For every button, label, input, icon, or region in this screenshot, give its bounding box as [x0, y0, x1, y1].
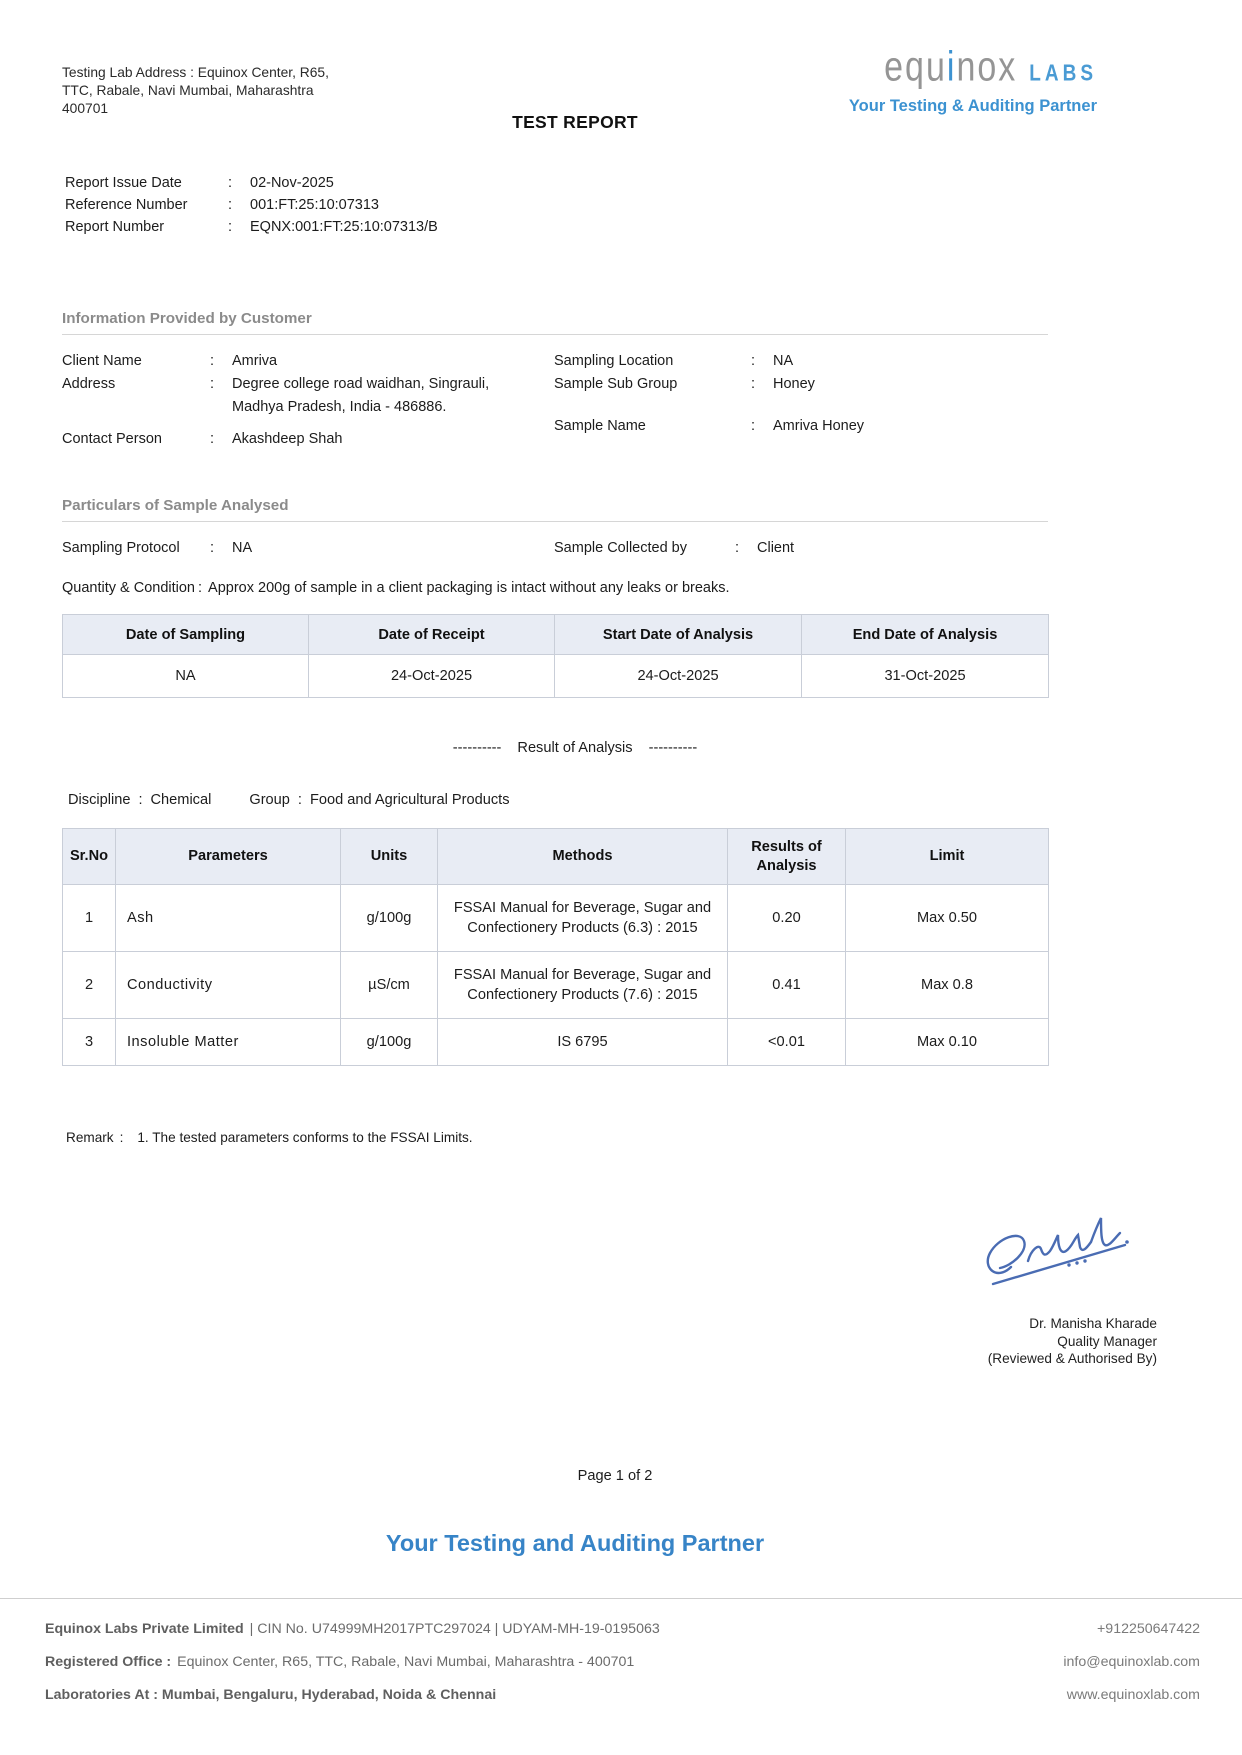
- logo-wordmark: [884, 44, 1097, 92]
- colon: [210, 537, 232, 560]
- parameter-cell: Insoluble Matter: [116, 1019, 341, 1066]
- dates-table: [62, 614, 1049, 698]
- field-value: Chemical: [150, 792, 212, 808]
- footer-company-ids: | CIN No. U74999MH2017PTC297024 | UDYAM-MH-19-0195063: [249, 1621, 660, 1637]
- lab-address-line: 400701: [62, 101, 109, 116]
- field-value: NA: [773, 353, 794, 369]
- method-cell: FSSAI Manual for Beverage, Sugar and Confectionery Products (7.6) : 2015: [438, 952, 728, 1019]
- sr-no-cell: 1: [63, 885, 116, 952]
- sr-no-cell: 2: [63, 952, 116, 1019]
- column-header-date-of-receipt: Date of Receipt: [309, 615, 555, 655]
- field-label: Discipline: [68, 792, 131, 808]
- divider-dashes: ----------: [648, 740, 698, 756]
- lab-address-line: Testing Lab Address : Equinox Center, R65,: [62, 65, 329, 80]
- logo-word-gray: equ: [884, 44, 947, 91]
- footer-website: www.equinoxlab.com: [1066, 1687, 1200, 1703]
- footer-company-name: Equinox Labs Private Limited: [45, 1621, 244, 1637]
- column-header-units: Units: [341, 829, 438, 885]
- result-of-analysis-divider: [0, 740, 1150, 756]
- colon: [735, 537, 757, 560]
- equinox-logo: [849, 44, 1097, 116]
- footer-right: [1063, 1613, 1200, 1712]
- limit-cell: Max 0.50: [846, 885, 1049, 952]
- field-value: Akashdeep Shah: [232, 431, 343, 447]
- group-field: [249, 792, 509, 808]
- sample-name-row: [554, 415, 1048, 438]
- signature-block: [837, 1205, 1157, 1368]
- section-title: Information Provided by Customer: [62, 310, 1048, 335]
- field-value: Client: [757, 540, 795, 556]
- section-title: Particulars of Sample Analysed: [62, 497, 1048, 522]
- particulars-columns: [62, 537, 1048, 560]
- parameter-cell: Conductivity: [116, 952, 341, 1019]
- logo-labs: LABS: [1029, 61, 1097, 87]
- table-row: [63, 1019, 1049, 1066]
- field-value: Food and Agricultural Products: [309, 792, 510, 808]
- logo-word-gray: nox: [956, 44, 1018, 91]
- column-header-date-of-sampling: Date of Sampling: [63, 615, 309, 655]
- column-header-sr-no: Sr.No: [63, 829, 116, 885]
- column-header-limit: Limit: [846, 829, 1049, 885]
- results-section: [62, 828, 1049, 1066]
- discipline-field: [68, 792, 211, 808]
- date-of-receipt-cell: 24-Oct-2025: [309, 655, 555, 698]
- field-label: Sample Collected by: [554, 540, 687, 556]
- colon: [228, 194, 250, 216]
- method-cell: FSSAI Manual for Beverage, Sugar and Confectionery Products (6.3) : 2015: [438, 885, 728, 952]
- results-table: [62, 828, 1049, 1066]
- report-issue-date-row: [65, 172, 665, 194]
- field-value: NA: [232, 540, 253, 556]
- footer-registered-line: [45, 1646, 660, 1679]
- footer-registered-address: Equinox Center, R65, TTC, Rabale, Navi Mumbai, Maharashtra - 400701: [177, 1654, 635, 1670]
- footer-left: [45, 1613, 660, 1712]
- sample-collected-by-row: [554, 537, 1048, 560]
- signatory: [837, 1315, 1157, 1368]
- contact-person-row: [62, 428, 554, 451]
- units-cell: g/100g: [341, 885, 438, 952]
- lab-address-line: TTC, Rabale, Navi Mumbai, Maharashtra: [62, 83, 314, 98]
- footer-phone: +912250647422: [1097, 1621, 1200, 1637]
- units-cell: g/100g: [341, 1019, 438, 1066]
- footer-email: info@equinoxlab.com: [1063, 1654, 1200, 1670]
- colon: [228, 172, 250, 194]
- divider-title: Result of Analysis: [517, 740, 633, 756]
- date-of-sampling-cell: NA: [63, 655, 309, 698]
- colon: [751, 415, 773, 438]
- parameter-cell: Ash: [116, 885, 341, 952]
- limit-cell: Max 0.10: [846, 1019, 1049, 1066]
- slogan: Your Testing and Auditing Partner: [385, 1530, 765, 1556]
- start-date-cell: 24-Oct-2025: [555, 655, 802, 698]
- footer: [0, 1598, 1242, 1712]
- field-label: Remark: [66, 1130, 114, 1145]
- page-number: Page 1 of 2: [577, 1468, 653, 1484]
- signatory-name: Dr. Manisha Kharade: [1029, 1316, 1157, 1331]
- field-value: Honey: [773, 376, 815, 392]
- end-date-cell: 31-Oct-2025: [802, 655, 1049, 698]
- column-header-methods: Methods: [438, 829, 728, 885]
- footer-registered-label: Registered Office :: [45, 1654, 172, 1670]
- discipline-group-line: [68, 792, 510, 808]
- field-label: Report Number: [65, 219, 165, 235]
- colon: [198, 577, 202, 599]
- field-label: Sampling Location: [554, 353, 674, 369]
- table-row: [63, 885, 1049, 952]
- colon: [751, 350, 773, 373]
- field-label: Client Name: [62, 353, 142, 369]
- result-cell: 0.41: [728, 952, 846, 1019]
- address-row: [62, 373, 554, 419]
- customer-info-columns: [62, 350, 1048, 451]
- report-number-row: [65, 216, 665, 238]
- field-label: Report Issue Date: [65, 175, 182, 191]
- result-cell: <0.01: [728, 1019, 846, 1066]
- result-cell: 0.20: [728, 885, 846, 952]
- logo-word-i: i: [946, 44, 957, 91]
- sample-sub-group-row: [554, 373, 1048, 396]
- particulars-right: [554, 537, 1048, 560]
- signatory-note: (Reviewed & Authorised By): [987, 1351, 1157, 1366]
- limit-cell: Max 0.8: [846, 952, 1049, 1019]
- field-value: EQNX:001:FT:25:10:07313/B: [250, 219, 438, 235]
- field-value: Approx 200g of sample in a client packaging is intact without any leaks or breaks.: [208, 580, 730, 596]
- colon: [138, 792, 142, 808]
- footer-laboratories-line: Laboratories At : Mumbai, Bengaluru, Hyderabad, Noida & Chennai: [45, 1687, 497, 1703]
- section-customer-info: [62, 310, 1048, 451]
- colon: [120, 1130, 124, 1145]
- field-label: Quantity & Condition: [62, 580, 195, 596]
- field-label: Sampling Protocol: [62, 540, 180, 556]
- field-value: Amriva Honey: [773, 418, 865, 434]
- spacer: [211, 792, 249, 808]
- sampling-location-row: [554, 350, 1048, 373]
- column-header-start-date: Start Date of Analysis: [555, 615, 802, 655]
- dates-table-row: [63, 655, 1049, 698]
- field-label: Address: [62, 376, 116, 392]
- colon: [210, 373, 232, 419]
- logo-tagline: Your Testing & Auditing Partner: [848, 97, 1097, 115]
- field-value: 1. The tested parameters conforms to the FSSAI Limits.: [137, 1130, 473, 1145]
- field-value: 02-Nov-2025: [250, 175, 334, 191]
- client-name-row: [62, 350, 554, 373]
- dates-table-header-row: [63, 615, 1049, 655]
- colon: [751, 373, 773, 396]
- colon: [228, 216, 250, 238]
- field-label: Reference Number: [65, 197, 188, 213]
- reference-number-row: [65, 194, 665, 216]
- section-particulars: [62, 497, 1048, 698]
- remark-line: [66, 1130, 473, 1145]
- field-label: Group: [249, 792, 290, 808]
- field-value: Degree college road waidhan, Singrauli, Madhya Pradesh, India - 486886.: [232, 376, 490, 415]
- report-title: TEST REPORT: [512, 112, 638, 132]
- divider-dashes: ----------: [452, 740, 502, 756]
- field-label: Sample Name: [554, 418, 646, 434]
- column-header-results: Results of Analysis: [728, 829, 846, 885]
- field-label: Sample Sub Group: [554, 376, 678, 392]
- colon: [298, 792, 302, 808]
- signature-image: [973, 1205, 1143, 1297]
- colon: [210, 350, 232, 373]
- method-cell: IS 6795: [438, 1019, 728, 1066]
- footer-company-line: [45, 1613, 660, 1646]
- field-value: Amriva: [232, 353, 278, 369]
- units-cell: µS/cm: [341, 952, 438, 1019]
- quantity-condition-row: [62, 577, 1048, 599]
- column-header-parameters: Parameters: [116, 829, 341, 885]
- signatory-role: Quality Manager: [1057, 1333, 1157, 1349]
- sr-no-cell: 3: [63, 1019, 116, 1066]
- customer-info-right: [554, 350, 1048, 451]
- column-header-end-date: End Date of Analysis: [802, 615, 1049, 655]
- lab-address: [62, 64, 329, 118]
- particulars-left: [62, 537, 554, 560]
- report-meta: [65, 172, 665, 238]
- results-table-header-row: [63, 829, 1049, 885]
- sampling-protocol-row: [62, 537, 554, 560]
- table-row: [63, 952, 1049, 1019]
- field-value: 001:FT:25:10:07313: [250, 197, 379, 213]
- customer-info-left: [62, 350, 554, 451]
- field-label: Contact Person: [62, 431, 162, 447]
- colon: [210, 428, 232, 451]
